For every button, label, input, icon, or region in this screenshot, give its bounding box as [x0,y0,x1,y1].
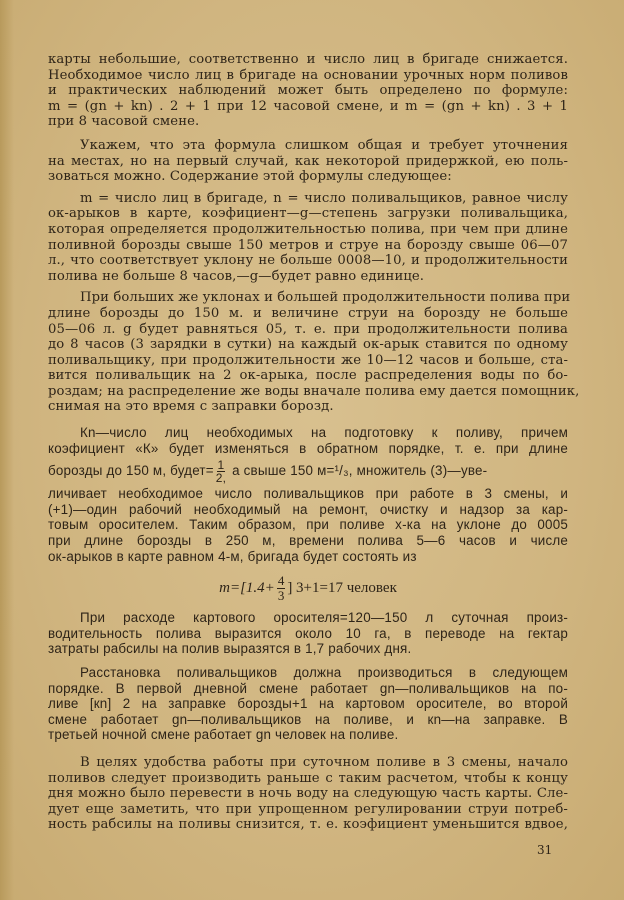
text-line: (+1)—один рабочий необходимый на ремонт, очистку и надзор за кар- [48,501,568,517]
text-line: При расходе картового оросителя=120—150 л суточная произ- [80,610,568,626]
text-line: полива не больше 8 часов,—g—будет равно единице. [48,268,425,284]
text-line: затраты рабсилы на полив выразятся в 1,7 рабочих дня. [48,641,412,657]
formula-prefix: m=[1.4+ [219,579,275,596]
text-line: При больших же уклонах и большей продолжительности полива при [80,290,571,306]
text-line: 05—06 л. g будет равняться 05, т. е. при продолжительности полива [48,321,568,337]
page-number: 31 [537,843,553,857]
text-line: личивает необходимое число поливальщиков при работе в 3 смены, и [48,486,568,502]
text-line: длине борозды до 150 м. и величине струи на борозду не больше [48,305,568,321]
paragraph-daily-irrigation [48,755,568,833]
text-line: поливной борозды свыше 150 метров и струе на борозду свыше 06—07 [48,237,568,253]
text-line: коэфициент «К» будет изменяться в обратном порядке, т. е. при длине [48,440,568,456]
text-line: дня можно было перевести в ночь воду на следующую часть карты. Сле- [48,786,568,802]
page-edge-shadow [0,0,14,900]
paragraph-brigade-formula [48,52,568,130]
text-line: снимая на это время с заправки борозд. [48,399,334,415]
text-line: дует еще заметить, что при упрощенном регулировании струи потреб- [48,801,568,817]
formula-suffix: ] 3+1=17 человек [287,579,397,596]
text-line: карты небольшие, соответственно и число лиц в бригаде снижается. [48,52,568,67]
paragraph-kn-preparation [48,425,568,564]
fraction-four-thirds [277,574,286,603]
paragraph-irrigator-output [48,610,568,657]
paragraph-formula-note [48,138,568,185]
paragraph-large-slopes [48,290,580,415]
formula-line: m = (gn + kn) . 2 + 1 при 12 часовой смене, и m = (gn + kn) . 3 + 1 [48,98,568,114]
text-line: В целях удобства работы при суточном поливе в 3 смены, начало [80,754,568,770]
text-line: Необходимое число лиц в бригаде на основании урочных норм поливов [48,67,568,83]
fraction-line [48,456,568,486]
text-line: и практических наблюдений может быть определено по формуле: [48,83,568,99]
text-line: до 8 часов (3 зарядки в сутки) на каждый ок-арык ставится по одному [48,337,568,353]
text-line: m = число лиц в бригаде, n = число поливальщиков, равное числу [80,190,568,206]
fraction-denominator: 3 [277,587,285,603]
fraction-numerator: 1 [217,457,225,472]
paragraph-formula-definitions [48,191,568,285]
text-line: при 8 часовой смене. [48,114,200,130]
fraction-denominator: 2, [215,470,227,485]
text-line: л., что соответствует уклону не больше 0008—10, и продолжительности [48,253,568,269]
document-page [48,52,580,839]
text-line: Расстановка поливальщиков должна производиться в следующем [80,665,568,680]
text-line: зоваться можно. Содержание этой формулы следующее: [48,169,452,185]
text-line: ливе [кn] 2 на заправке борозды+1 на картовом оросителе, во второй [48,696,568,712]
text-line: водительность полива выразится около 10 га, в переводе на гектар [48,625,568,641]
text-line: товым оросителем. Таким образом, при поливе х-ка на уклоне до 0005 [48,517,568,533]
text-line: на местах, но на первый случай, как некоторой придержкой, ею поль- [48,153,568,169]
text-line: ность рабсилы на поливы снизится, т. е. коэфициент уменьшится вдвое, [48,817,568,833]
text-line: которая определяется продолжительностью полива, при чем при длине [48,221,568,237]
text-fragment: борозды до 150 м, будет= [48,463,214,479]
text-line: Укажем, что эта формула слишком общая и требует уточнения [80,137,568,153]
text-line: третьей ночной смене работает gn человек на поливе. [48,727,399,743]
text-line: поливальщику, при продолжительности же 10—12 часов и больше, ста- [48,352,568,368]
text-line: при длине борозды в 250 м, времени полива 5—6 часов и числе [48,533,568,549]
text-line: порядке. В первой дневной смене работает gn—поливальщиков на по- [48,680,568,696]
text-line: поливов следует производить раньше с таким расчетом, чтобы к концу [48,770,568,786]
text-line: роздам; на распределение же воды вначале полива ему дается помощник, [48,383,580,399]
text-line: ок-арыков в карте, коэфициент—g—степень загрузки поливальщика, [48,206,568,222]
paragraph-shift-arrangement [48,665,568,743]
text-line: смене работает gn—поливальщиков на поливе, и кn—на заправке. В [48,711,568,727]
fraction-one-half [216,459,226,484]
text-line: вится поливальщик на 2 ок-арыка, после распределения воды по бо- [48,368,568,384]
brigade-example-formula [48,570,568,606]
text-fragment: а свыше 150 м=¹/₃, множитель (3)—уве- [228,463,488,479]
fraction-numerator: 4 [277,572,285,588]
text-line: ок-арыков в карте равном 4-м, бригада будет состоять из [48,548,417,564]
text-line: Кn—число лиц необходимых на подготовку к поливу, причем [80,425,568,441]
